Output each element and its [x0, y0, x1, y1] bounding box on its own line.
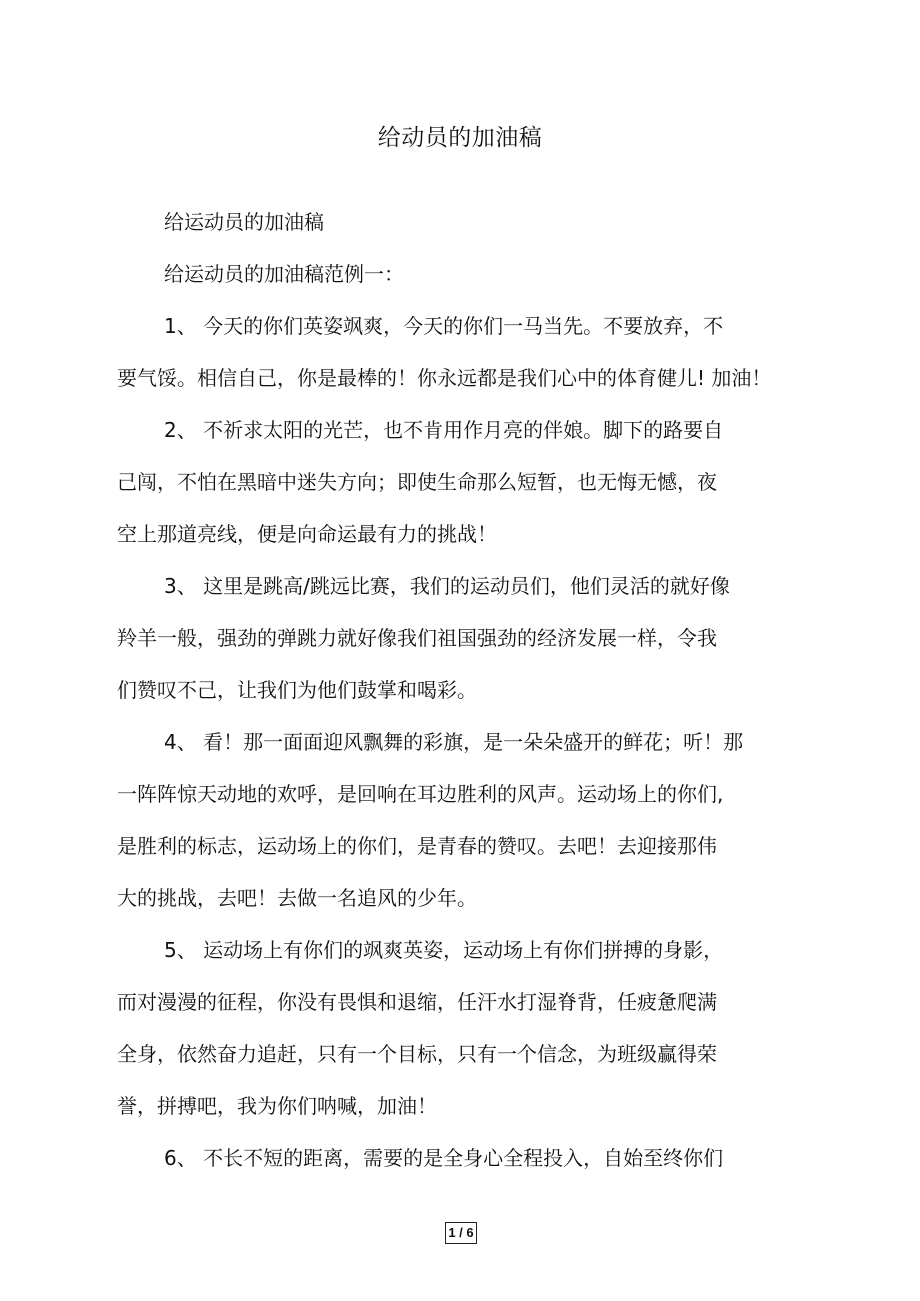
text-line: 誉，拼搏吧，我为你们呐喊，加油！ [117, 1094, 437, 1118]
text-line: 羚羊一般，强劲的弹跳力就好像我们祖国强劲的经济发展一样，令我 [117, 626, 717, 650]
document-body [117, 196, 797, 1184]
text-line: 给运动员的加油稿 [164, 210, 324, 234]
document-title: 给动员的加油稿 [377, 125, 543, 151]
text-line: 6、 不长不短的距离，需要的是全身心全程投入，自始至终你们 [164, 1146, 724, 1170]
text-line: 大的挑战，去吧！去做一名追风的少年。 [117, 886, 477, 910]
text-line: 给运动员的加油稿范例一： [164, 262, 404, 286]
text-line: 5、 运动场上有你们的飒爽英姿，运动场上有你们拼搏的身影， [164, 938, 724, 962]
text-line: 1、 今天的你们英姿飒爽，今天的你们一马当先。不要放弃，不 [164, 314, 724, 338]
text-line: 己闯，不怕在黑暗中迷失方向；即使生命那么短暂，也无悔无憾，夜 [117, 470, 717, 494]
text-line: 们赞叹不己，让我们为他们鼓掌和喝彩。 [117, 678, 477, 702]
text-line: 4、 看！那一面面迎风飘舞的彩旗，是一朵朵盛开的鲜花；听！那 [164, 730, 744, 754]
text-line: 要气馁。相信自己，你是最棒的！你永远都是我们心中的体育健儿! 加油！ [117, 366, 772, 390]
page-number: 1 / 6 [445, 1222, 477, 1244]
text-line: 3、 这里是跳高/跳远比赛，我们的运动员们，他们灵活的就好像 [164, 574, 730, 598]
text-line: 2、 不祈求太阳的光芒，也不肯用作月亮的伴娘。脚下的路要自 [164, 418, 724, 442]
text-line: 空上那道亮线，便是向命运最有力的挑战！ [117, 522, 497, 546]
text-line: 一阵阵惊天动地的欢呼，是回响在耳边胜利的风声。运动场上的你们, [117, 782, 724, 806]
text-line: 是胜利的标志，运动场上的你们，是青春的赞叹。去吧！去迎接那伟 [117, 834, 717, 858]
text-line: 而对漫漫的征程，你没有畏惧和退缩，任汗水打湿脊背，任疲惫爬满 [117, 990, 717, 1014]
text-line: 全身，依然奋力追赶，只有一个目标，只有一个信念，为班级赢得荣 [117, 1042, 717, 1066]
